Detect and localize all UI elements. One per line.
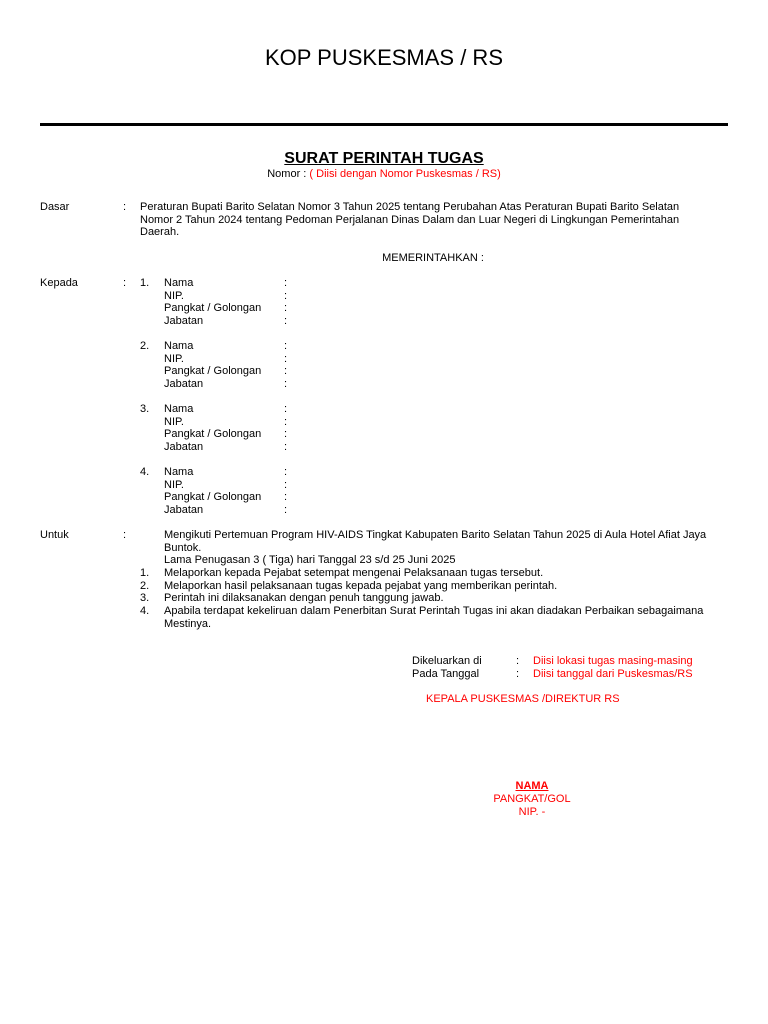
kepada-person-number: 4. xyxy=(140,466,150,478)
kepada-field-label: NIP. xyxy=(164,415,184,428)
kepada-field-label: NIP. xyxy=(164,352,184,365)
untuk-item-number: 4. xyxy=(140,605,150,617)
kepada-field-label: Jabatan xyxy=(164,314,204,327)
kepada-field-label: Jabatan xyxy=(164,503,204,516)
kepada-field-colon: : xyxy=(284,415,288,428)
kepada-field-label: Jabatan xyxy=(164,440,204,453)
kepada-field-colon: : xyxy=(284,428,288,441)
dasar-text: Peraturan Bupati Barito Selatan Nomor 3 Tahun 2025 tentang Perubahan Atas Peraturan Bupati Barito Selatan Nomor 2 Tahun 2024 tentang Pedoman Perjalanan Dinas Dalam dan Luar Negeri di Lingkungan Pemerintahan Daerah. xyxy=(140,201,680,239)
kepada-field-colon: : xyxy=(284,277,288,289)
dasar-label: Dasar xyxy=(40,201,70,213)
kepada-field-colon: : xyxy=(284,491,288,504)
lama-penugasan: Lama Penugasan 3 ( Tiga) hari Tanggal 23 s/d 25 Juni 2025 xyxy=(164,554,456,566)
untuk-item-number: 2. xyxy=(140,580,150,592)
kepada-field-label: Pangkat / Golongan xyxy=(164,365,262,378)
kepada-field-colon: : xyxy=(284,503,288,516)
untuk-item-text: Apabila terdapat kekeliruan dalam Penerbitan Surat Perintah Tugas ini akan diadakan Perbaikan sebagaimana Mestinya. xyxy=(164,605,704,630)
kepada-person-number: 3. xyxy=(140,403,150,415)
untuk-label: Untuk xyxy=(40,529,69,541)
kepada-field-colon: : xyxy=(284,478,288,491)
untuk-item-text: Perintah ini dilaksanakan dengan penuh tanggung jawab. xyxy=(164,592,444,604)
kepada-field-label: Pangkat / Golongan xyxy=(164,491,262,504)
untuk-main-text: Mengikuti Pertemuan Program HIV-AIDS Tingkat Kabupaten Barito Selatan Tahun 2025 di Aula Hotel Afiat Jaya Buntok. xyxy=(164,529,707,554)
kepada-field-label: Jabatan xyxy=(164,377,204,390)
dikeluarkan-label: Dikeluarkan di xyxy=(412,655,482,667)
document-title xyxy=(0,149,768,168)
untuk-item-text: Melaporkan hasil pelaksanaan tugas kepada pejabat yang memberikan perintah. xyxy=(164,580,558,592)
kepada-field-colon: : xyxy=(284,302,288,315)
kepada-field-colon: : xyxy=(284,365,288,378)
kepada-field-colon: : xyxy=(284,403,288,415)
nomor-label: Nomor : xyxy=(267,168,307,180)
kepada-colon: : xyxy=(123,277,127,289)
tanggal-value: Diisi tanggal dari Puskesmas/RS xyxy=(533,668,693,680)
kepada-field-label: Nama xyxy=(164,277,194,289)
untuk-item-number: 1. xyxy=(140,567,150,579)
dasar-colon: : xyxy=(123,201,127,213)
signatory-nip: NIP. - xyxy=(518,806,546,818)
kepada-field-colon: : xyxy=(284,440,288,453)
kepada-field-colon: : xyxy=(284,289,288,302)
kepada-person-number: 2. xyxy=(140,340,150,352)
tanggal-colon: : xyxy=(516,668,520,680)
kepada-field-label: NIP. xyxy=(164,289,184,302)
kepada-field-label: NIP. xyxy=(164,478,184,491)
kepada-field-colon: : xyxy=(284,352,288,365)
kepada-field-colon: : xyxy=(284,466,288,478)
dikeluarkan-colon: : xyxy=(516,655,520,667)
kepada-field-label: Nama xyxy=(164,340,194,352)
kepada-field-label: Pangkat / Golongan xyxy=(164,302,262,315)
nomor-value: ( Diisi dengan Nomor Puskesmas / RS) xyxy=(309,168,501,180)
kepada-person-number: 1. xyxy=(140,277,150,289)
kepada-field-label: Pangkat / Golongan xyxy=(164,428,262,441)
memerintahkan-heading: MEMERINTAHKAN : xyxy=(382,252,484,264)
untuk-colon: : xyxy=(123,529,127,541)
kepada-field-label: Nama xyxy=(164,403,194,415)
nomor-line xyxy=(0,168,768,181)
dikeluarkan-value: Diisi lokasi tugas masing-masing xyxy=(533,655,693,667)
tanggal-label: Pada Tanggal xyxy=(412,668,480,680)
kepada-field-colon: : xyxy=(284,340,288,352)
signatory-name: NAMA xyxy=(515,780,549,792)
untuk-item-number: 3. xyxy=(140,592,150,604)
kepada-field-colon: : xyxy=(284,377,288,390)
kepada-label: Kepada xyxy=(40,277,78,289)
untuk-item-text: Melaporkan kepada Pejabat setempat mengenai Pelaksanaan tugas tersebut. xyxy=(164,567,544,579)
letterhead-title: KOP PUSKESMAS / RS xyxy=(264,45,503,70)
kepada-field-label: Nama xyxy=(164,466,194,478)
signatory-title: KEPALA PUSKESMAS /DIREKTUR RS xyxy=(426,693,620,705)
letterhead-divider xyxy=(40,123,728,126)
signatory-rank: PANGKAT/GOL xyxy=(493,793,571,805)
document-title-text: SURAT PERINTAH TUGAS xyxy=(284,150,484,167)
kepada-field-colon: : xyxy=(284,314,288,327)
